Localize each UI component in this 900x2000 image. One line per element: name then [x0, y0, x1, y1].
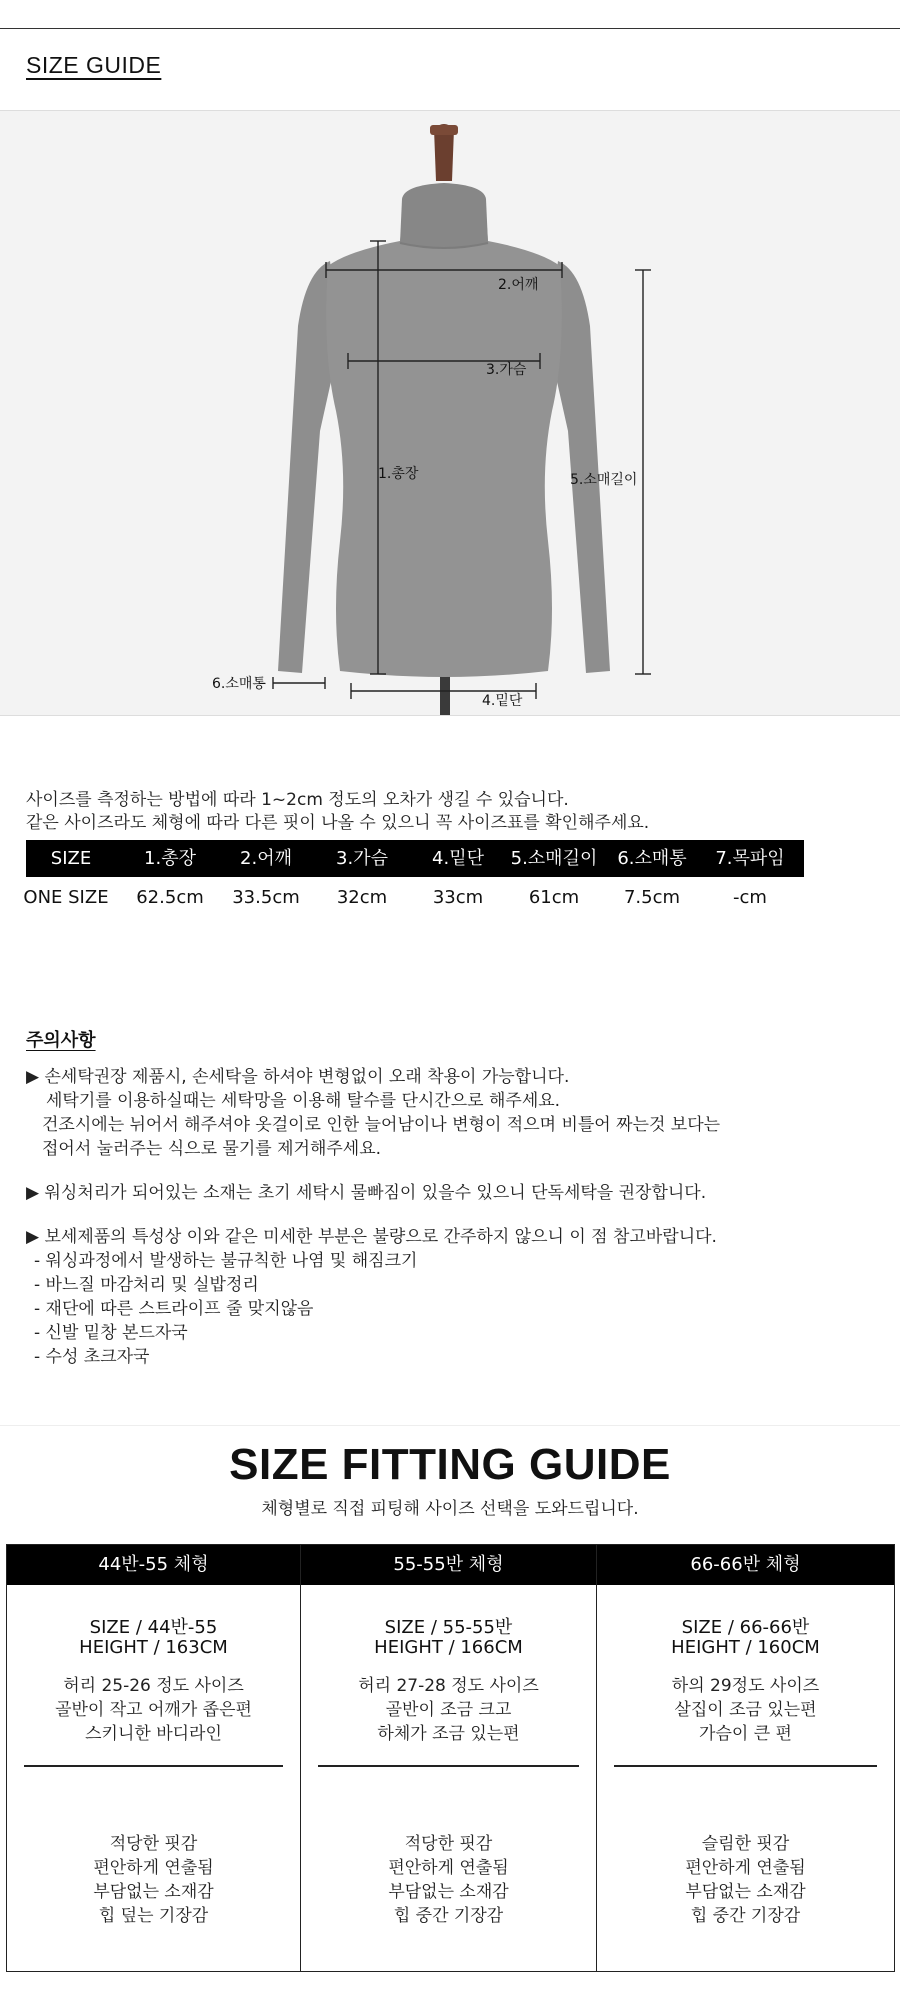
- caution-line: ▶ 보세제품의 특성상 이와 같은 미세한 부분은 불량으로 간주하지 않으니 이 점 참고바랍니다.: [26, 1227, 717, 1247]
- fitting-body-line: 하체가 조금 있는편: [377, 1724, 520, 1744]
- fitting-guide-title: SIZE FITTING GUIDE: [229, 1440, 671, 1489]
- fitting-height: HEIGHT / 160CM: [671, 1637, 820, 1658]
- caution-line: - 재단에 따른 스트라이프 줄 맞지않음: [34, 1299, 314, 1319]
- caution-title: 주의사항: [26, 1030, 96, 1051]
- fitting-body-line: 하의 29정도 사이즈: [671, 1676, 820, 1696]
- table-header-cell: 4.밑단: [432, 848, 484, 869]
- fitting-feel-line: 부담없는 소재감: [93, 1882, 214, 1902]
- table-header-cell: 6.소매통: [617, 848, 687, 869]
- label-hem: 4.밑단: [482, 693, 523, 709]
- fitting-divider: [614, 1765, 877, 1767]
- fitting-body-line: 살집이 조금 있는편: [674, 1700, 817, 1720]
- garment-measurement-diagram: [0, 111, 900, 715]
- top-divider: [0, 28, 900, 29]
- fitting-height: HEIGHT / 163CM: [79, 1637, 228, 1658]
- fitting-body-line: 골반이 조금 크고: [385, 1700, 512, 1720]
- fitting-feel-line: 적당한 핏감: [404, 1834, 493, 1854]
- table-cell: ONE SIZE: [23, 887, 109, 908]
- fitting-size: SIZE / 66-66반: [681, 1617, 810, 1638]
- fitting-guide-table: [6, 1544, 895, 1972]
- fitting-feel-line: 편안하게 연출됨: [93, 1858, 214, 1878]
- fitting-feel-line: 편안하게 연출됨: [388, 1858, 509, 1878]
- fitting-column-header: 66-66반 체형: [597, 1545, 894, 1585]
- table-header-cell: 7.목파임: [715, 848, 785, 869]
- table-header-cell: 5.소매길이: [510, 848, 598, 869]
- caution-line: 세탁기를 이용하실때는 세탁망을 이용해 탈수를 단시간으로 해주세요.: [46, 1091, 561, 1111]
- table-cell: 7.5cm: [623, 887, 681, 908]
- fitting-size: SIZE / 44반-55: [89, 1617, 218, 1638]
- label-chest: 3.가슴: [486, 362, 527, 378]
- table-cell: 33cm: [432, 887, 484, 908]
- fitting-feel-line: 부담없는 소재감: [388, 1882, 509, 1902]
- caution-line: - 워싱과정에서 발생하는 불규칙한 나염 및 해짐크기: [34, 1251, 418, 1271]
- fitting-column: [596, 1545, 894, 1971]
- label-sleeve-width: 6.소매통: [212, 676, 266, 692]
- caution-line: - 바느질 마감처리 및 실밥정리: [34, 1275, 259, 1295]
- table-header-cell: 3.가슴: [336, 848, 388, 869]
- fitting-column-header: 55-55반 체형: [301, 1545, 596, 1585]
- fitting-body-line: 허리 27-28 정도 사이즈: [358, 1676, 539, 1696]
- table-header-cell: 1.총장: [144, 848, 196, 869]
- caution-line: - 신발 밑창 본드자국: [34, 1323, 188, 1343]
- section-divider: [0, 1425, 900, 1426]
- fitting-column-header: 44반-55 체형: [7, 1545, 300, 1585]
- label-total-length: 1.총장: [378, 466, 419, 482]
- garment-illustration: [0, 111, 900, 715]
- table-header-cell: SIZE: [50, 848, 92, 869]
- caution-line: ▶ 워싱처리가 되어있는 소재는 초기 세탁시 물빠짐이 있을수 있으니 단독세탁을 권장합니다.: [26, 1183, 707, 1203]
- table-cell: 62.5cm: [136, 887, 204, 908]
- fitting-feel-line: 슬림한 핏감: [701, 1834, 790, 1854]
- measurement-note: 사이즈를 측정하는 방법에 따라 1~2cm 정도의 오차가 생길 수 있습니다.: [26, 790, 569, 810]
- table-cell: 61cm: [528, 887, 580, 908]
- fitting-height: HEIGHT / 166CM: [374, 1637, 523, 1658]
- size-guide-title: SIZE GUIDE: [26, 52, 162, 78]
- fitting-feel-line: 부담없는 소재감: [685, 1882, 806, 1902]
- table-header-cell: 2.어깨: [240, 848, 292, 869]
- table-cell: 32cm: [336, 887, 388, 908]
- fitting-feel-line: 힙 중간 기장감: [393, 1906, 504, 1926]
- table-cell: 33.5cm: [232, 887, 300, 908]
- fitting-divider: [24, 1765, 283, 1767]
- label-shoulder: 2.어깨: [498, 277, 539, 293]
- fitting-guide-subtitle: 체형별로 직접 피팅해 사이즈 선택을 도와드립니다.: [261, 1499, 639, 1519]
- caution-line: 접어서 눌러주는 식으로 물기를 제거해주세요.: [42, 1139, 382, 1159]
- caution-line: 건조시에는 뉘어서 해주셔야 옷걸이로 인한 늘어남이나 변형이 적으며 비틀어 짜는것 보다는: [42, 1115, 721, 1135]
- fitting-body-line: 골반이 작고 어깨가 좁은편: [55, 1700, 252, 1720]
- fitting-column: [7, 1545, 300, 1971]
- caution-line: ▶ 손세탁권장 제품시, 손세탁을 하셔야 변형없이 오래 착용이 가능합니다.: [26, 1067, 570, 1087]
- fitting-feel-line: 힙 중간 기장감: [690, 1906, 801, 1926]
- measurement-note: 같은 사이즈라도 체형에 따라 다른 핏이 나올 수 있으니 꼭 사이즈표를 확인해주세요.: [26, 813, 650, 833]
- fitting-size: SIZE / 55-55반: [384, 1617, 513, 1638]
- caution-line: - 수성 초크자국: [34, 1347, 150, 1367]
- fitting-column: [300, 1545, 596, 1971]
- label-sleeve-length: 5.소매길이: [570, 472, 638, 488]
- fitting-feel-line: 적당한 핏감: [109, 1834, 198, 1854]
- table-cell: -cm: [733, 887, 767, 908]
- section-divider: [0, 715, 900, 716]
- fitting-feel-line: 힙 덮는 기장감: [98, 1906, 209, 1926]
- fitting-body-line: 스키니한 바디라인: [85, 1724, 222, 1744]
- fitting-feel-line: 편안하게 연출됨: [685, 1858, 806, 1878]
- fitting-divider: [318, 1765, 579, 1767]
- fitting-body-line: 가슴이 큰 편: [699, 1724, 792, 1744]
- fitting-body-line: 허리 25-26 정도 사이즈: [63, 1676, 244, 1696]
